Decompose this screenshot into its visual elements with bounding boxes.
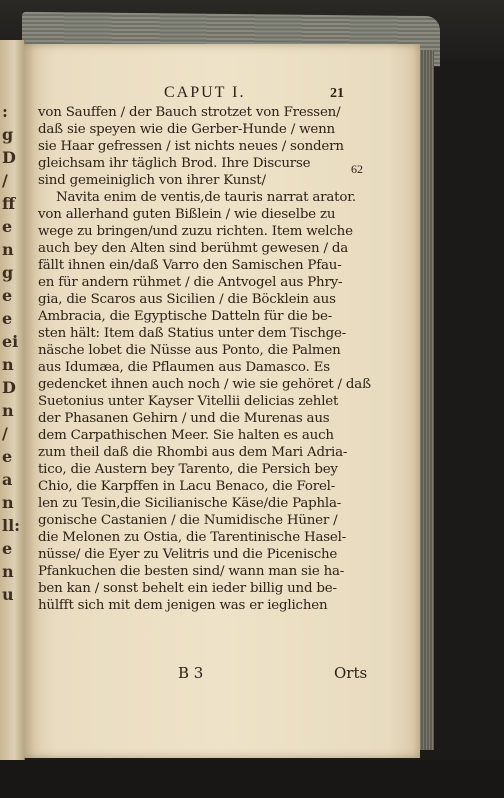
left-page-fragment: / <box>2 171 8 190</box>
text-line: Navita enim de ventis,de tauris narrat arator. <box>56 190 356 205</box>
left-page-fragment: ff <box>2 194 16 213</box>
left-page-fragment: ei <box>2 332 19 351</box>
body-text <box>38 104 371 614</box>
page-footer <box>24 664 420 684</box>
left-page-fragment: n <box>2 355 14 374</box>
margin-note: 62 <box>351 162 363 176</box>
left-page-fragment: e <box>2 309 13 328</box>
text-line: daß sie speyen wie die Gerber-Hunde / wenn <box>38 122 335 137</box>
text-line: sie Haar gefressen / ist nichts neues / sondern <box>38 139 344 154</box>
text-line: Chio, die Karpffen in Lacu Benaco, die Forel- <box>38 479 336 494</box>
left-page-fragment: e <box>2 447 13 466</box>
left-page-fragment: n <box>2 493 14 512</box>
text-line: gedencket ihnen auch noch / wie sie gehöret / daß <box>38 377 371 392</box>
text-line: gleichsam ihr täglich Brod. Ihre Discurse <box>38 156 311 171</box>
text-line: zum theil daß die Rhombi aus dem Mari Adria- <box>38 445 348 460</box>
text-line: auch bey den Alten sind berühmt gewesen / da <box>38 241 348 256</box>
page-header <box>24 84 420 104</box>
left-page-fragment: D <box>2 378 16 397</box>
left-page-fragment: a <box>2 470 13 489</box>
text-line: Ambracia, die Egyptische Datteln für die be- <box>38 309 333 324</box>
text-line: von allerhand guten Bißlein / wie dieselbe zu <box>38 207 336 222</box>
text-line: len zu Tesin,die Sicilianische Käse/die Paphla- <box>38 496 342 511</box>
text-line: hülfft sich mit dem jenigen was er ieglichen <box>38 598 328 613</box>
left-page-fragment: n <box>2 401 14 420</box>
text-line: der Phasanen Gehirn / und die Murenas aus <box>38 411 330 426</box>
left-page-fragment: e <box>2 286 13 305</box>
page-number: 21 <box>330 86 344 101</box>
text-line: gonische Castanien / die Numidische Hüner / <box>38 513 338 528</box>
text-line: näsche lobet die Nüsse aus Ponto, die Palmen <box>38 343 341 358</box>
text-line: gia, die Scaros aus Sicilien / die Böcklein aus <box>38 292 336 307</box>
left-page-fragment: e <box>2 539 13 558</box>
text-line: wege zu bringen/und zuzu richten. Item welche <box>38 224 353 239</box>
page-right-edge <box>420 50 434 750</box>
text-line: nüsse/ die Eyer zu Velitris und die Picenische <box>38 547 338 562</box>
left-page-fragment: e <box>2 217 13 236</box>
left-page-edge <box>0 40 25 760</box>
text-line: aus Idumæa, die Pflaumen aus Damasco. Es <box>38 360 330 375</box>
left-page-fragment: u <box>2 585 14 604</box>
left-page-fragment: g <box>2 125 14 144</box>
text-line: Suetonius unter Kayser Vitellii delicias zehlet <box>38 394 339 409</box>
left-page-fragment: / <box>2 424 8 443</box>
text-line: Pfankuchen die besten sind/ wann man sie ha- <box>38 564 345 579</box>
left-page-fragment: : <box>2 102 8 121</box>
text-line: die Melonen zu Ostia, die Tarentinische Hasel- <box>38 530 347 545</box>
left-page-fragment: n <box>2 562 14 581</box>
left-page-fragment: n <box>2 240 14 259</box>
text-line: fällt ihnen ein/daß Varro den Samischen Pfau- <box>38 258 342 273</box>
text-line: sten hält: Item daß Statius unter dem Tischge- <box>38 326 347 341</box>
signature-mark: B 3 <box>178 664 204 682</box>
text-line: ben kan / sonst behelt ein ieder billig und be- <box>38 581 337 596</box>
text-line: en für andern rühmet / die Antvogel aus Phry- <box>38 275 343 290</box>
left-page-fragment: g <box>2 263 14 282</box>
text-line: von Sauffen / der Bauch strotzet von Fressen/ <box>38 105 341 120</box>
text-line: dem Carpathischen Meer. Sie halten es auch <box>38 428 334 443</box>
running-head: CAPUT I. <box>164 84 246 101</box>
background-bottom <box>0 760 504 798</box>
text-line: tico, die Austern bey Tarento, die Persich bey <box>38 462 338 477</box>
text-line: sind gemeiniglich von ihrer Kunst/ <box>38 173 266 188</box>
left-page-fragment: D <box>2 148 16 167</box>
catchword: Orts <box>334 664 368 682</box>
left-page-fragment: ll: <box>2 516 21 535</box>
